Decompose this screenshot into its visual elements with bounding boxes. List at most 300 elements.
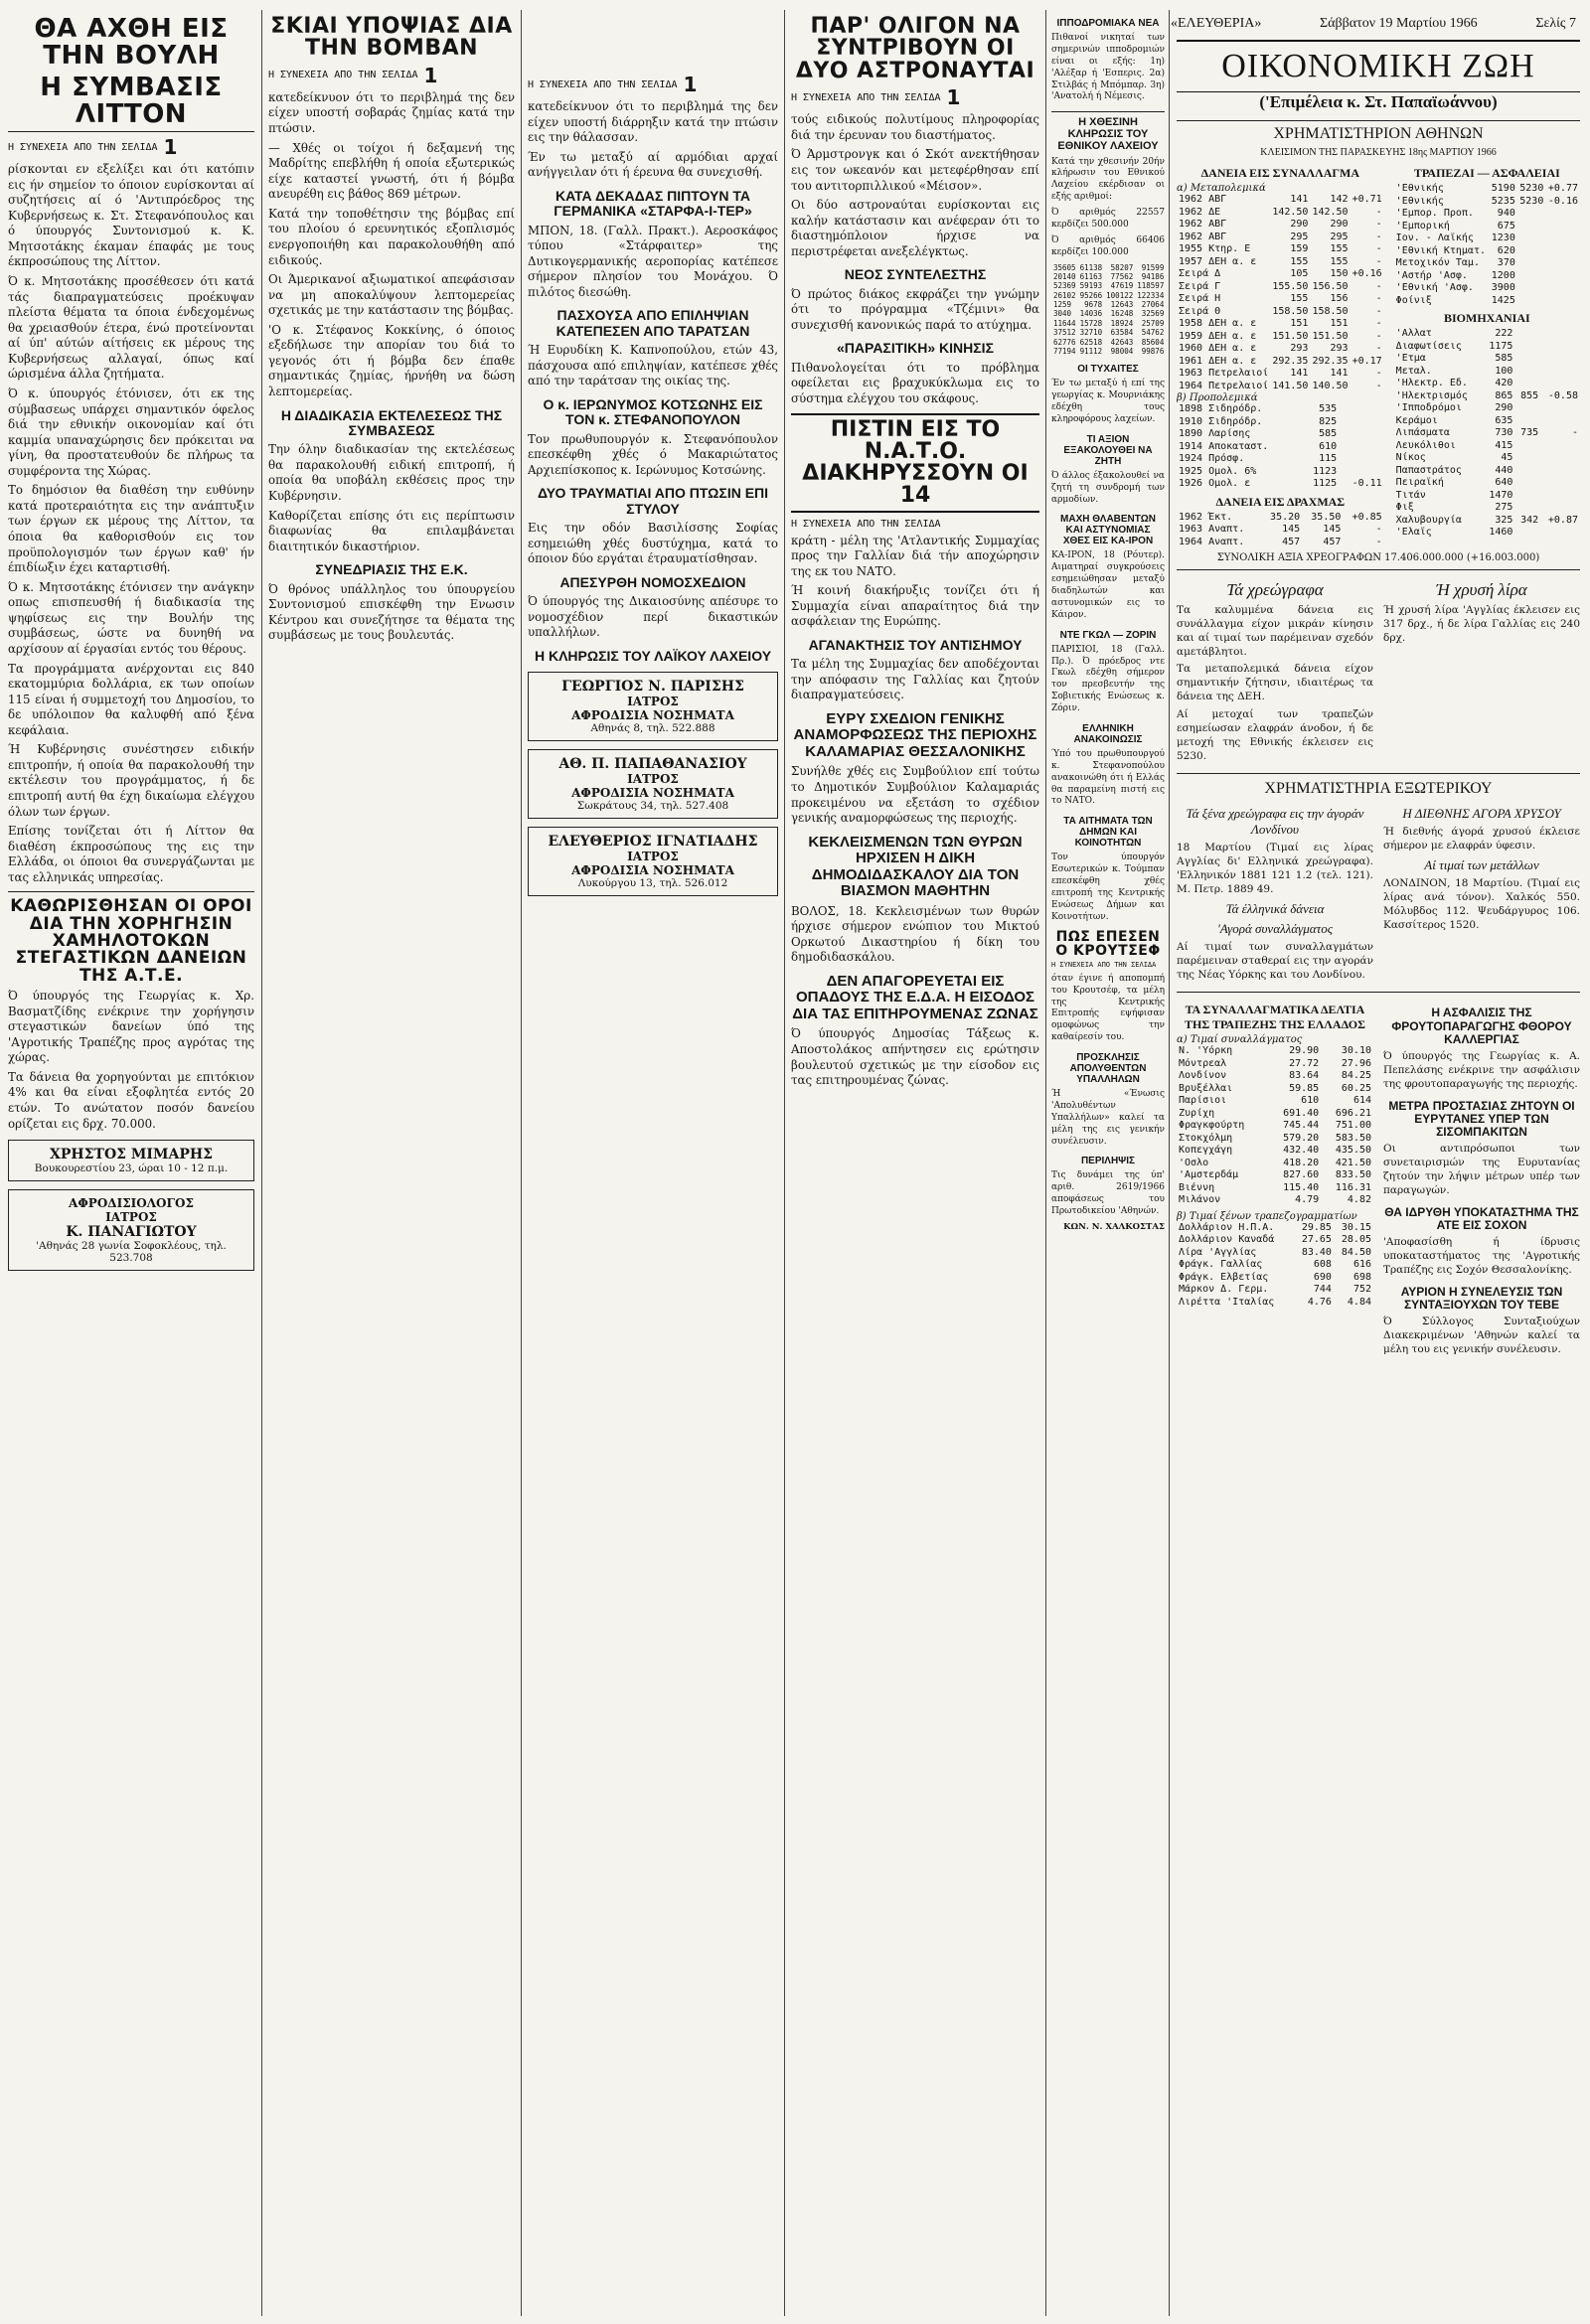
table-cell: 675 xyxy=(1497,220,1515,232)
paragraph: Ό θρόνος υπάλληλος του ύπουργείου Συντονισμού επισκέφθη την Ενωσιν Κέντρου και συνεζήτησε τα θέματα της συμβάσεως με τους βουλευτάς. xyxy=(268,581,515,643)
table-row xyxy=(1177,1272,1373,1285)
table-cell xyxy=(1545,295,1580,308)
subhead: ΕΛΛΗΝΙΚΗ ΑΝΑΚΟΙΝΩΣΙΣ xyxy=(1073,722,1143,745)
paragraph: Ό Σύλλογος Συνταξιούχων Διακεκριμένων 'Αθηνών καλεί τα μέλη του εις γενικήν συνέλευσιν. xyxy=(1383,1315,1580,1355)
table-row xyxy=(1394,465,1580,478)
table-cell: - xyxy=(1375,343,1382,354)
doctor-ad xyxy=(528,827,778,896)
table-cell: 3900 xyxy=(1491,282,1515,293)
paragraph: Τα μέλη της Συμμαχίας δεν αποδέχονται την απόφασιν της Γαλλίας και ζητούν διαπραγματεύσεις. xyxy=(791,657,1039,702)
table-cell: Φραγκφούρτη xyxy=(1179,1120,1245,1132)
loans-subhead: α) Μεταπολεμικά xyxy=(1177,183,1266,194)
table-cell: Παπαστράτος xyxy=(1395,464,1462,476)
banks-head: ΤΡΑΠΕΖΑΙ — ΑΣΦΑΛΕΙΑΙ xyxy=(1413,166,1560,180)
table-cell: 325 xyxy=(1495,514,1513,526)
paragraph: Ή χρυσή λίρα 'Αγγλίας έκλεισεν εις 317 δρχ., ή δε λίρα Γαλλίας εις 240 δρχ. xyxy=(1383,604,1580,644)
table-cell: 'Εθνικής xyxy=(1395,183,1444,194)
paragraph: Πιθανολογείται ότι το πρόβλημα οφείλεται εις βραχυκύκλωμα εις το σύστημα ελέγχου του σκάφους. xyxy=(791,360,1039,405)
table-cell: 1962 ΑΒΓ xyxy=(1179,219,1227,230)
table-cell: 62776 xyxy=(1053,337,1076,347)
paragraph: Ύπό του πρωθυπουργού κ. Στεφανοπούλου ανακοινώθη ότι ή Ελλάς θα παραμείνη πιστή εις το ΝΑΤΟ. xyxy=(1051,748,1165,807)
table-cell xyxy=(1517,257,1546,270)
table-row xyxy=(1177,281,1384,294)
table-cell: 5230 xyxy=(1519,183,1544,194)
table-row xyxy=(1177,1070,1373,1083)
paragraph: Ή διεθνής άγορά χρυσού έκλεισε σήμερον με ελαφράν ύφεσιν. xyxy=(1383,826,1580,852)
ad-panagiotou: ΑΦΡΟΔΙΣΙΟΛΟΓΟΣ ΙΑΤΡΟΣ Κ. ΠΑΝΑΓΙΩΤΟΥ 'Αθηνάς 28 γωνία Σοφοκλέους, τηλ. 523.708 xyxy=(8,1189,254,1271)
table-row xyxy=(1177,1120,1373,1133)
table-cell: 'Ελαϊς xyxy=(1395,527,1432,538)
table-cell xyxy=(1517,221,1546,233)
table-cell xyxy=(1540,378,1580,390)
table-cell: 1958 ΔΕΗ α. ε xyxy=(1179,318,1257,329)
table-row xyxy=(1394,402,1580,415)
table-cell: 4.76 xyxy=(1307,1296,1332,1308)
table-cell: 585 xyxy=(1495,353,1513,364)
box-headline: ΚΑΘΩΡΙΣΘΗΣΑΝ ΟΙ ΟΡΟΙ ΔΙΑ ΤΗΝ ΧΟΡΗΓΗΣΙΝ ΧΑΜΗΛΟΤΟΚΩΝ ΣΤΕΓΑΣΤΙΚΩΝ ΔΑΝΕΙΩΝ ΤΗΣ Α.Τ.Ε. xyxy=(10,896,252,986)
table-cell: - xyxy=(1571,427,1578,438)
paragraph: Οι δύο αστροναύται ευρίσκονται εις καλήν κατάστασιν και ανέφεραν ότι το διαστημόπλοιον ήρχισε να περιστρέφεται ανεξελέγκτως. xyxy=(791,198,1039,258)
table-cell: Λιπάσματα xyxy=(1395,427,1450,438)
table-cell: +0.71 xyxy=(1352,194,1382,205)
table-cell: - xyxy=(1375,231,1382,242)
table-cell: Φιξ xyxy=(1395,502,1414,513)
table-cell: 151.50 xyxy=(1272,330,1309,342)
article-body xyxy=(1383,1050,1580,1092)
table-cell: 620 xyxy=(1497,244,1515,256)
paragraph: Οι Άμερικανοί αξιωματικοί απεφάσισαν να μη αποκαλύψουν λεπτομερείας σχετικάς με την κατάστασιν της βόμβας. xyxy=(268,272,515,318)
table-cell: 1963 Αναπτ. xyxy=(1179,524,1245,535)
table-row xyxy=(1177,1259,1373,1272)
table-row xyxy=(1177,466,1384,479)
table-cell: 579.20 xyxy=(1283,1132,1320,1144)
table-cell: 150 xyxy=(1330,268,1349,279)
table-cell xyxy=(1514,328,1540,341)
table-cell: 735 xyxy=(1520,427,1539,438)
table-cell: 3040 xyxy=(1053,309,1072,319)
article-body xyxy=(1051,33,1165,103)
table-row xyxy=(1051,347,1165,356)
notice-signature: ΚΩΝ. Ν. ΧΑΛΚΟΣΤΑΣ xyxy=(1063,1221,1165,1232)
economy-section xyxy=(1177,40,1580,2316)
table-row xyxy=(1394,257,1580,270)
paragraph: Τα μεταπολεμικά δάνεια είχον σημαντικήν ζήτησιν, ιδιαιτέρως τα δάνεια της ΔΕΗ. xyxy=(1177,663,1373,703)
table-cell xyxy=(1540,341,1580,354)
table-cell: 141 xyxy=(1290,194,1309,205)
table-row xyxy=(1177,1045,1373,1058)
table-row xyxy=(1177,403,1384,416)
table-row xyxy=(1177,318,1384,331)
table-cell: 95266 xyxy=(1079,290,1103,300)
column-rule xyxy=(1045,10,1046,2316)
table-cell xyxy=(1517,295,1546,308)
table-cell: 1962 Έκτ. xyxy=(1179,511,1233,523)
paragraph: Το δημόσιον θα διαθέση την ευθύνην κατά προτεραιότητα εις την ανάπτυξιν των έργων εκ μέρους της Λίττον, τα όποια θα καθορισθούν εις τον προϋπολογισμόν των έργων καθ' ήν έπιδίωξιν έχει καταρτισθή. xyxy=(8,483,254,575)
table-cell: 370 xyxy=(1497,257,1515,268)
table-row xyxy=(1394,353,1580,366)
table-cell: 63584 xyxy=(1110,328,1134,338)
table-cell: 4.84 xyxy=(1347,1296,1371,1308)
table-cell: 15728 xyxy=(1079,318,1103,328)
table-row xyxy=(1177,1158,1373,1170)
loans-subhead-2: β) Προπολεμικά xyxy=(1177,392,1258,403)
table-cell: 156 xyxy=(1330,293,1349,304)
athens-exchange-title: ΧΡΗΜΑΤΙΣΤΗΡΙΟΝ ΑΘΗΝΩΝ xyxy=(1177,120,1580,143)
table-cell: 155 xyxy=(1330,243,1349,254)
table-cell: 1460 xyxy=(1489,527,1513,538)
foreign-exchanges-title: ΧΡΗΜΑΤΙΣΤΗΡΙΑ ΕΞΩΤΕΡΙΚΟΥ xyxy=(1264,780,1493,798)
table-cell: 432.40 xyxy=(1283,1145,1320,1157)
table-cell: Νίκος xyxy=(1395,452,1426,463)
table-cell: 115 xyxy=(1319,453,1338,464)
table-row xyxy=(1394,232,1580,245)
table-cell: 91112 xyxy=(1079,346,1103,356)
table-cell: 27064 xyxy=(1141,300,1165,310)
table-row xyxy=(1177,207,1384,220)
table-cell: - xyxy=(1375,524,1382,535)
article-body xyxy=(1383,1236,1580,1278)
paragraph: Έν τω μεταξύ ή επί της γεωργίας κ. Μουρνιάκης εδέχθη τους κληροφόρους λαχείων. xyxy=(1051,379,1165,424)
ad-role: ΙΑΤΡΟΣ xyxy=(627,772,679,787)
table-cell: 155.50 xyxy=(1272,280,1309,292)
table-cell: Σειρά Θ xyxy=(1179,305,1221,317)
table-cell: 156.50 xyxy=(1312,280,1349,292)
table-row xyxy=(1177,293,1384,306)
paragraph: ΜΠΟΝ, 18. (Γαλλ. Πρακτ.). Αεροσκάφος τύπου «Στάρφαιτερ» της Δυτικογερμανικής αεροπορίας κατέπεσε σήμερον πλησίον του Μονάχου. Ό πιλότος διεσώθη. xyxy=(528,223,778,299)
paragraph: Κατά την τοποθέτησιν της βόμβας επί του πλοίου ό ερευνητικός εξοπλισμός ενεργοποιήθη και παρακολουθήθη από ειδικούς. xyxy=(268,206,515,267)
table-cell: 159 xyxy=(1290,243,1309,254)
subhead: ΑΓΑΝΑΚΤΗΣΙΣ ΤΟΥ ΑΝΤΙΣΗΜΟΥ xyxy=(808,636,1023,653)
article-body xyxy=(1177,842,1373,896)
table-cell: 827.60 xyxy=(1283,1169,1320,1181)
banknotes-table xyxy=(1177,1222,1373,1310)
paragraph: Αί τιμαί των συναλλαγμάτων παρέμειναν σταθεραί εις την αγοράν της Νέας Υόρκης και του Λονδίνου. xyxy=(1177,940,1373,981)
table-cell: Κεράμοι xyxy=(1395,414,1438,426)
table-cell xyxy=(1514,477,1540,490)
table-cell: 535 xyxy=(1319,403,1338,414)
table-cell: 37512 xyxy=(1053,328,1076,338)
article-body xyxy=(1383,1143,1580,1197)
ad-spec: ΑΦΡΟΔΙΣΙΑ ΝΟΣΗΜΑΤΑ xyxy=(571,863,734,878)
headline-astronauts: ΠΑΡ' ΟΛΙΓΟΝ ΝΑ ΣΥΝΤΡΙΒΟΥΝ ΟΙ ΔΥΟ ΑΣΤΡΟΝΑΥΤΑΙ xyxy=(795,14,1035,83)
table-row xyxy=(1394,328,1580,341)
table-cell: 91599 xyxy=(1141,262,1165,272)
subhead: ΟΙ ΤΥΧΑΙΤΕΣ xyxy=(1077,364,1139,376)
ad-role: ΙΑΤΡΟΣ xyxy=(627,695,679,709)
article-body xyxy=(791,1026,1039,1088)
page-number: Σελίς 7 xyxy=(1535,16,1576,31)
headline-meeting: ΑΥΡΙΟΝ Η ΣΥΝΕΛΕΥΣΙΣ ΤΩΝ ΣΥΝΤΑΞΙΟΥΧΩΝ ΤΟΥ ΤΕΒΕ xyxy=(1400,1284,1563,1312)
table-row xyxy=(1177,1182,1373,1195)
ad-addr: Σωκράτους 34, τηλ. 527.408 xyxy=(576,800,729,813)
table-cell: 1964 Αναπτ. xyxy=(1179,536,1245,547)
article-body xyxy=(1051,379,1165,426)
table-cell: 457 xyxy=(1323,536,1342,547)
table-row xyxy=(1394,502,1580,515)
column-4 xyxy=(791,10,1039,2316)
article-body xyxy=(1051,852,1165,923)
table-cell: 4.82 xyxy=(1347,1194,1371,1206)
table-cell: 27.96 xyxy=(1341,1057,1371,1069)
table-cell: 415 xyxy=(1495,439,1513,451)
table-cell: Φράγκ. Ελβετίας xyxy=(1179,1271,1269,1283)
table-cell: 61163 xyxy=(1079,271,1103,281)
ad-addr: Αθηνάς 8, τηλ. 522.888 xyxy=(590,722,716,735)
table-cell: Σειρά Η xyxy=(1179,293,1221,304)
table-row xyxy=(1394,196,1580,209)
table-row xyxy=(1394,282,1580,295)
table-row xyxy=(1394,527,1580,540)
table-cell: 292.35 xyxy=(1312,355,1349,367)
table-cell: 59.85 xyxy=(1289,1082,1320,1094)
table-cell: Πειραϊκή xyxy=(1395,477,1444,488)
article-body xyxy=(1383,877,1580,932)
table-cell: 35.50 xyxy=(1311,511,1342,523)
table-row xyxy=(1177,194,1384,207)
table-cell: 28.05 xyxy=(1341,1234,1371,1246)
table-cell: 342 xyxy=(1520,514,1539,526)
article-body xyxy=(1051,974,1165,1044)
table-cell xyxy=(1339,466,1383,479)
table-cell: 98004 xyxy=(1110,346,1134,356)
table-cell xyxy=(1339,428,1383,441)
table-cell: Βιέννη xyxy=(1179,1181,1215,1193)
table-cell: 940 xyxy=(1497,208,1515,219)
table-cell xyxy=(1517,282,1546,295)
paragraph: 'Ο κ. Στέφανος Κοκκίνης, ό όποιος εξεδήλωσε την απορίαν του διά το γεγονός ότι ή βόμβα δεν έπαθε σημαντικάς ζημίας, ήρνήθη να δώση λεπτομερείας. xyxy=(268,322,515,398)
ad-name: ΓΕΩΡΓΙΟΣ Ν. ΠΑΡΙΣΗΣ xyxy=(561,679,744,696)
table-cell xyxy=(1540,366,1580,379)
table-cell: 1924 Πρόσφ. xyxy=(1179,453,1245,464)
table-cell: 'Ιπποδρόμοι xyxy=(1395,402,1462,413)
table-cell: 640 xyxy=(1495,477,1513,488)
table-row xyxy=(1394,221,1580,233)
table-cell: - xyxy=(1375,293,1382,304)
table-cell xyxy=(1514,341,1540,354)
paragraph: όταν έγινε ή αποπομπή του Κρουτσέφ, τα μέλη της Κεντρικής Επιτροπής εψήφισαν ομοφώνως την καθαίρεσίν του. xyxy=(1051,973,1165,1043)
table-cell: 1962 ΔΕ xyxy=(1179,206,1221,218)
table-cell: -0.11 xyxy=(1352,478,1382,489)
table-row xyxy=(1394,390,1580,403)
subhead: ΝΕΟΣ ΣΥΝΤΕΛΕΣΤΗΣ xyxy=(844,266,987,283)
table-cell: 52369 xyxy=(1053,281,1076,291)
table-cell: 158.50 xyxy=(1272,305,1309,317)
article-body xyxy=(1051,645,1165,715)
table-cell: 1963 Πετρελαιοί xyxy=(1179,368,1269,379)
table-cell xyxy=(1339,453,1383,466)
table-row xyxy=(1394,452,1580,465)
subhead: ΤΙ ΑΞΙΟΝ ΕΞΑΚΟΛΟΥΘΕΙ ΝΑ ΖΗΤΗ xyxy=(1063,433,1153,467)
table-cell: 115.40 xyxy=(1283,1181,1320,1193)
table-cell: - xyxy=(1375,536,1382,547)
table-row xyxy=(1394,366,1580,379)
table-cell: 1926 Ομολ. ε xyxy=(1179,478,1251,489)
table-cell xyxy=(1540,415,1580,428)
table-row xyxy=(1051,328,1165,337)
article-body xyxy=(268,442,515,554)
article-body xyxy=(268,90,515,400)
table-cell: 45 xyxy=(1501,452,1513,463)
table-row xyxy=(1177,1083,1373,1096)
paragraph: Ή Κυβέρνησις συνέστησεν ειδικήν επιτροπήν, ή οποία θα παρακολουθή την εκτέλεσιν του προγράμματος, ή δε επιτροπή αυτή θα έχη δικαίωμα ελέγχου όλων των έργων. xyxy=(8,742,254,819)
table-cell: 'Εθνικής xyxy=(1395,195,1444,207)
article-body xyxy=(791,534,1039,630)
table-cell xyxy=(1339,441,1383,454)
continuation-note: Η ΣΥΝΕΧΕΙΑ ΑΠΟ ΤΗΝ ΣΕΛΙΔΑ xyxy=(791,518,941,530)
table-row xyxy=(1177,243,1384,256)
paragraph: Ή «Ένωσις 'Απολυθέντων Υπαλλήλων» καλεί τα μέλη της εις γενικήν συνέλευσιν. xyxy=(1051,1089,1165,1147)
headline-municipalities: ΤΑ ΑΙΤΗΜΑΤΑ ΤΩΝ ΔΗΜΩΝ ΚΑΙ ΚΟΙΝΟΤΗΤΩΝ xyxy=(1063,816,1153,850)
ad-spec: ΑΦΡΟΔΙΣΙΑ ΝΟΣΗΜΑΤΑ xyxy=(571,786,734,801)
table-cell xyxy=(1514,353,1540,366)
paragraph: Την όλην διαδικασίαν της εκτελέσεως θα παρακολουθή ειδική επιτροπή, ή οποία θα υποβάλη εκθέσεις προς την Κυβέρνησιν. xyxy=(268,442,515,504)
table-cell xyxy=(1517,245,1546,258)
paragraph: Ό κ. ύπουργός έτόνισεν, ότι εκ της σύμβασεως υπάρχει σημαντικόν όφελος διά την εθνικήν οικονομίαν καί ότι καμμία υπαναχώρησις δεν πρόκειται να γίνη, θα προστατευθούν δε πλήρως τα συμφέροντα της Χώρας. xyxy=(8,386,254,478)
table-cell: Μάρκον Δ. Γερμ. xyxy=(1179,1284,1269,1296)
table-cell: 155 xyxy=(1290,293,1309,304)
lottery-numbers-table xyxy=(1051,263,1165,357)
table-cell xyxy=(1517,232,1546,245)
table-cell xyxy=(1514,440,1540,453)
table-cell: Λίρα 'Αγγλίας xyxy=(1179,1246,1257,1258)
table-cell: 58207 xyxy=(1110,262,1134,272)
table-cell xyxy=(1545,282,1580,295)
loans-head: ΔΑΝΕΙΑ ΕΙΣ ΣΥΝΑΛΛΑΓΜΑ xyxy=(1200,166,1360,180)
table-cell: 142 xyxy=(1330,194,1349,205)
table-cell: Ιον. - Λαϊκής xyxy=(1395,232,1474,243)
table-cell: 158.50 xyxy=(1312,305,1349,317)
table-cell: 83.40 xyxy=(1301,1246,1332,1258)
table-cell: Λιρέττα 'Ιταλίας xyxy=(1179,1296,1275,1308)
headline-bomb: ΣΚΙΑΙ ΥΠΟΨΙΑΣ ΔΙΑ ΤΗΝ ΒΟΜΒΑΝ xyxy=(270,14,513,62)
article-body xyxy=(1051,1089,1165,1148)
table-cell: 752 xyxy=(1352,1284,1371,1296)
table-row xyxy=(1177,524,1384,537)
table-cell: 295 xyxy=(1290,231,1309,242)
table-cell: 35.20 xyxy=(1270,511,1301,523)
table-cell: 25709 xyxy=(1141,318,1165,328)
article-body xyxy=(1177,604,1373,763)
table-cell: 1200 xyxy=(1491,269,1515,281)
table-cell: 140.50 xyxy=(1312,380,1349,391)
paragraph: Ό Άρμστρονγκ και ό Σκότ ανεκτήθησαν εις τον ωκεανόν και μετεφέρθησαν επί του αντιτορπιλλικού «Μέισον». xyxy=(791,147,1039,193)
table-cell: 825 xyxy=(1319,415,1338,427)
ad-role: ΙΑΤΡΟΣ xyxy=(627,850,679,864)
table-cell: 20140 xyxy=(1053,271,1076,281)
paragraph: Ό ύπουργός Δημοσίας Τάξεως κ. Αποστολάκος απήντησεν εις ερώτησιν βουλευτού σχετικώς με την είσοδον εις τας επιτηρουμένας ζώνας. xyxy=(791,1026,1039,1088)
table-cell xyxy=(1514,378,1540,390)
total-value-row: ΣΥΝΟΛΙΚΗ ΑΞΙΑ ΧΡΕΟΓΡΑΦΩΝ 17.406.000.000 (+16.003.000) xyxy=(1216,552,1540,563)
banknotes-title: β) Τιμαί ξένων τραπεζογραμματίων xyxy=(1177,1210,1357,1222)
table-cell: 62518 xyxy=(1079,337,1103,347)
table-cell: 77194 xyxy=(1053,346,1076,356)
paragraph: Ό κ. Μητσοτάκης έτόνισεν την ανάγκην οπως επισπευσθή ή διαδικασία της ψηφίσεως εις την Βουλήν της συμβάσεως, ώστε να δυνηθή να αρχίσουν αί έργασίαι εντός του θέρους. xyxy=(8,579,254,656)
table-cell: 35605 xyxy=(1053,262,1076,272)
paragraph: Ό ύπουργός της Γεωργίας κ. Χρ. Βασματζίδης ενέκρινε την χορήγησιν στεγαστικών δανείων ύπό της 'Αγροτικής Τραπέζης προς αγρότας της χώρας. xyxy=(8,989,254,1065)
doctor-ad xyxy=(528,672,778,741)
table-cell xyxy=(1514,490,1540,503)
article-body xyxy=(528,432,778,479)
table-row xyxy=(1177,1058,1373,1071)
table-row xyxy=(1051,281,1165,290)
headline-kalamaria: ΕΥΡΥ ΣΧΕΔΙΟΝ ΓΕΝΙΚΗΣ ΑΝΑΜΟΡΦΩΣΕΩΣ ΤΗΣ ΠΕΡΙΟΧΗΣ ΚΑΛΑΜΑΡΙΑΣ ΘΕΣΣΑΛΟΝΙΚΗΣ xyxy=(793,709,1037,760)
lottery-second: Ό αριθμός 66406 κερδίζει 100.000 xyxy=(1051,234,1165,257)
lottery-first: Ό αριθμός 22557 κερδίζει 500.000 xyxy=(1051,208,1165,230)
table-cell: 29.90 xyxy=(1289,1045,1320,1057)
table-cell: 142.50 xyxy=(1312,206,1349,218)
table-cell: 12643 xyxy=(1110,300,1134,310)
fx-sub: Τά ξένα χρεώγραφα εις την άγοράν Λονδίνου xyxy=(1186,806,1364,838)
rates-sub: α) Τιμαί συναλλάγματος xyxy=(1177,1034,1303,1046)
table-cell: 'Οσλο xyxy=(1179,1157,1209,1168)
table-row xyxy=(1394,477,1580,490)
table-row xyxy=(1177,368,1384,381)
banks-table xyxy=(1394,183,1580,307)
paragraph: 18 Μαρτίου (Τιμαί εις λίρας Αγγλίας δι' Ελληνικά χρεώγραφα). 'Ελληνικόν 1881 121 1.2 (τελ. 121). Μ. Πετρ. 1889 49. xyxy=(1177,842,1373,896)
table-row xyxy=(1177,256,1384,269)
paragraph: κατεδείκνυον ότι το περιβλημά της δεν είχεν υποστή σοβαράς ζημίας κατά την πτώσιν. xyxy=(268,89,515,135)
paragraph: ΛΟΝΔΙΝΟΝ, 18 Μαρτίου. (Τιμαί εις λίρας ανά τόνον). Χαλκός 550. Μόλυβδος 112. Ψευδάργυρος 106. Κασσίτερος 1520. xyxy=(1383,877,1580,931)
table-cell xyxy=(1545,245,1580,258)
table-cell: 29.85 xyxy=(1301,1221,1332,1233)
gold-title: Ή χρυσή λίρα xyxy=(1436,580,1527,599)
headline-lottery-results: Η ΧΘΕΣΙΝΗ ΚΛΗΡΩΣΙΣ ΤΟΥ ΕΘΝΙΚΟΥ ΛΑΧΕΙΟΥ xyxy=(1051,111,1165,152)
continuation-note: Η ΣΥΝΕΧΕΙΑ ΑΠΟ ΤΗΝ ΣΕΛΙΔΑ 1 xyxy=(8,135,178,160)
article-body xyxy=(1383,604,1580,646)
table-cell: 585 xyxy=(1319,428,1338,439)
table-cell: - xyxy=(1375,368,1382,379)
banner-nato: ΠΙΣΤΙΝ ΕΙΣ ΤΟ Ν.Α.Τ.Ο. ΔΙΑΚΗΡΥΣΣΟΥΝ ΟΙ 14 xyxy=(791,413,1039,513)
table-cell xyxy=(1514,465,1540,478)
paragraph: τούς ειδικούς πολυτίμους πληροφορίας διά την έρευναν του διαστήματος. xyxy=(791,112,1039,142)
paragraph: 'Αποφασίσθη ή ίδρυσις υποκαταστήματος της 'Αγροτικής Τραπέζης εις Σοχόν Θεσσαλονίκης. xyxy=(1383,1235,1580,1276)
table-cell: 457 xyxy=(1282,536,1301,547)
table-cell: -0.58 xyxy=(1547,389,1578,401)
table-cell: 855 xyxy=(1520,389,1539,401)
lottery-intro: Κατά την χθεσινήν 20ήν κλήρωσιν του Εθνικού Λαχείου εκέρδισαν οι εξής αριθμοί: xyxy=(1051,156,1165,203)
table-row xyxy=(1177,1169,1373,1182)
athens-exchange-sub: ΚΛΕΙΣΙΜΟΝ ΤΗΣ ΠΑΡΑΣΚΕΥΗΣ 18ης ΜΑΡΤΙΟΥ 1966 xyxy=(1260,147,1497,158)
table-cell: 155 xyxy=(1330,255,1349,267)
table-cell: Τιτάν xyxy=(1395,489,1426,501)
box-body xyxy=(8,989,254,1132)
table-cell: Στοκχόλμη xyxy=(1179,1132,1233,1144)
economy-title-box xyxy=(1177,40,1580,92)
table-cell: 1898 Σιδηρόδρ. xyxy=(1179,403,1263,414)
table-row xyxy=(1051,291,1165,300)
continuation-note: Η ΣΥΝΕΧΕΙΑ ΑΠΟ ΤΗΝ ΣΕΛΙΔΑ xyxy=(1051,961,1157,970)
headline-injured: ΔΥΟ ΤΡΑΥΜΑΤΙΑΙ ΑΠΟ ΠΤΩΣΙΝ ΕΠΙ ΣΤΥΛΟΥ xyxy=(537,485,769,517)
table-row xyxy=(1177,1194,1373,1207)
headline-trial: ΚΕΚΛΕΙΣΜΕΝΩΝ ΤΩΝ ΘΥΡΩΝ ΗΡΧΙΣΕΝ Η ΔΙΚΗ ΔΗΜΟΔΙΔΑΣΚΑΛΟΥ ΔΙΑ ΤΟΝ ΒΙΑΣΜΟΝ ΜΑΘΗΤΗΝ xyxy=(808,833,1023,900)
table-cell: 1910 Σιδηρόδρ. xyxy=(1179,415,1263,427)
table-cell: - xyxy=(1375,243,1382,254)
column-rule xyxy=(261,10,262,2316)
paragraph: Τα δάνεια θα χορηγούνται με επιτόκιον 4% και θα είναι εξοφλητέα εντός 20 ετών. Το ανώτατον ποσόν δανείου ορίζεται εις δρχ. 70.000. xyxy=(8,1069,254,1131)
headline-branch: ΘΑ ΙΔΡΥΘΗ ΥΠΟΚΑΤΑΣΤΗΜΑ ΤΗΣ ΑΤΕ ΕΙΣ ΣΟΧΟΝ xyxy=(1384,1204,1579,1232)
table-cell: Διαφωτίσεις xyxy=(1395,340,1462,352)
paragraph: ΒΟΛΟΣ, 18. Κεκλεισμένων των θυρών ήρχισε σήμερον ενώπιον του Μικτού Ορκωτού Δικαστηρίου ή δίκη του δημοδιδασκάλου. xyxy=(791,903,1039,965)
continuation-note: Η ΣΥΝΕΧΕΙΑ ΑΠΟ ΤΗΝ ΣΕΛΙΔΑ 1 xyxy=(791,85,961,110)
table-cell: - xyxy=(1375,255,1382,267)
headline-2: Η ΣΥΜΒΑΣΙΣ ΛΙΤΤΟΝ xyxy=(8,75,254,132)
loans-dr-head: ΔΑΝΕΙΑ ΕΙΣ ΔΡΑΧΜΑΣ xyxy=(1215,494,1346,509)
table-row xyxy=(1394,490,1580,503)
table-row xyxy=(1051,309,1165,318)
table-row xyxy=(1394,245,1580,258)
table-cell: 744 xyxy=(1313,1284,1332,1296)
table-cell: 1175 xyxy=(1489,340,1513,352)
